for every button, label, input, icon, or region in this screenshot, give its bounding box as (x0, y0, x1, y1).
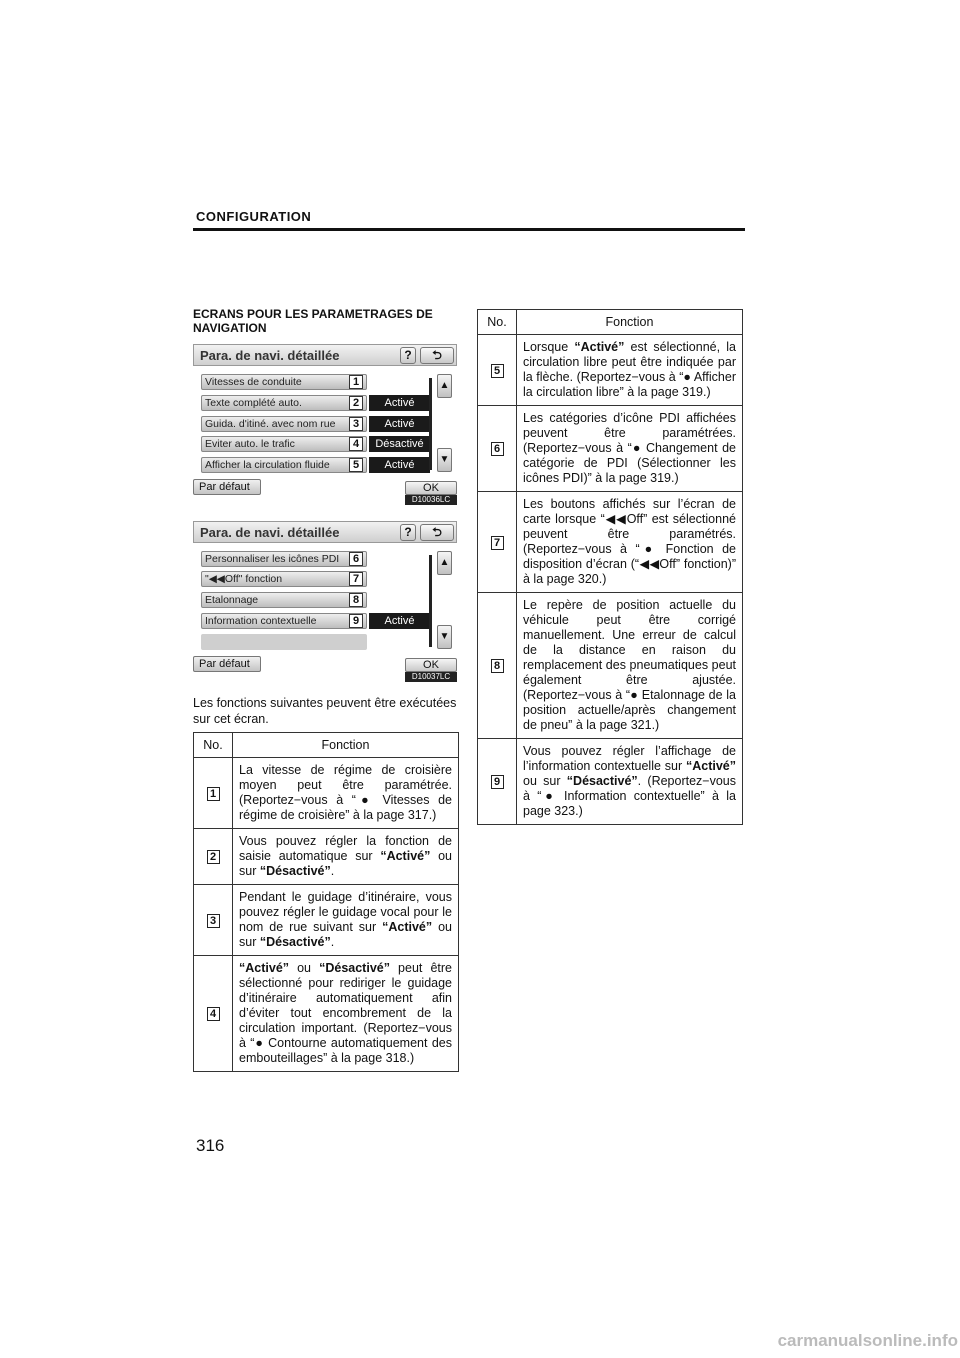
row-number: 4 (207, 1007, 220, 1021)
function-table-right (477, 309, 743, 825)
function-description (517, 492, 743, 593)
description-text: Lorsque (523, 340, 575, 354)
table-row (478, 335, 743, 406)
row-number-cell (478, 492, 517, 593)
back-button[interactable]: ⮌ (420, 347, 454, 364)
state-badge: Activé (369, 457, 430, 473)
keyword: “Désactivé” (566, 774, 638, 788)
description-text: ou sur (523, 774, 567, 788)
row-number: 5 (349, 458, 363, 472)
setting-row-label: Vitesses de conduite (201, 374, 367, 390)
row-number: 2 (349, 396, 363, 410)
setting-row-label: Information contextuelle (201, 613, 367, 629)
screen-title-bar (193, 344, 457, 366)
intro-text: Les fonctions suivantes peuvent être exécutées sur cet écran. (193, 696, 457, 726)
row-number-cell (478, 739, 517, 825)
row-number: 8 (491, 659, 504, 673)
state-badge: Activé (369, 613, 430, 629)
back-button[interactable]: ⮌ (420, 524, 454, 541)
table-row (478, 739, 743, 825)
help-button[interactable]: ? (400, 347, 416, 364)
scroll-track (429, 555, 432, 647)
row-number: 9 (349, 614, 363, 628)
table-row (194, 956, 459, 1072)
col-header-no: No. (194, 733, 233, 758)
default-button[interactable]: Par défaut (193, 479, 261, 495)
function-description (233, 758, 459, 829)
description-text: La vitesse de régime de croisière moyen peut être paramétrée. (Reportez−vous à “● Vitesses de régime de croisière” à la page 317.) (239, 763, 452, 822)
keyword: “Activé” (574, 340, 625, 354)
row-number: 2 (207, 850, 220, 864)
screen-title: Para. de navi. détaillée (200, 525, 340, 540)
keyword: “Désactivé” (259, 864, 331, 878)
row-number-cell (478, 593, 517, 739)
keyword: “Désactivé” (319, 961, 390, 975)
header-rule (193, 228, 745, 231)
row-number-cell (478, 406, 517, 492)
col-header-function: Fonction (233, 733, 459, 758)
screen-1 (193, 344, 457, 508)
state-badge: Désactivé (369, 436, 430, 452)
figure-code: D10037LC (405, 672, 457, 682)
keyword: “Activé” (382, 920, 433, 934)
description-text: Vous pouvez régler l’affichage de l’information contextuelle sur (523, 744, 736, 773)
row-number: 5 (491, 364, 504, 378)
table-row (194, 758, 459, 829)
keyword: “Activé” (239, 961, 290, 975)
table-row (194, 829, 459, 885)
setting-row-label: Personnaliser les icônes PDI (201, 551, 367, 567)
table-row (478, 492, 743, 593)
default-button[interactable]: Par défaut (193, 656, 261, 672)
page-header-title: CONFIGURATION (196, 209, 312, 224)
row-number: 3 (349, 417, 363, 431)
row-number-cell (194, 885, 233, 956)
setting-row-label: Etalonnage (201, 592, 367, 608)
row-number-cell (194, 758, 233, 829)
function-table-left (193, 732, 459, 1072)
setting-row-label: Eviter auto. le trafic (201, 436, 367, 452)
ok-button[interactable]: OK (405, 658, 457, 672)
function-description (233, 829, 459, 885)
function-description (233, 885, 459, 956)
description-text: ou (289, 961, 320, 975)
function-description (517, 335, 743, 406)
col-header-no: No. (478, 310, 517, 335)
keyword: “Désactivé” (259, 935, 331, 949)
table-row (478, 593, 743, 739)
screen-2 (193, 521, 457, 685)
keyword: “Activé” (380, 849, 431, 863)
setting-row-label: Afficher la circulation fluide (201, 457, 367, 473)
row-number-cell (478, 335, 517, 406)
row-number-cell (194, 829, 233, 885)
row-number: 3 (207, 914, 220, 928)
description-text: Le repère de position actuelle du véhicule peut être corrigé manuellement. Une erreur de calcul de la distance en raison du remplacement des pneumatiques peut également être ajustée. (Reportez−vous à “● Etalonnage de la position actuelle/après changement de pneu” à la page 321.) (523, 598, 736, 732)
scroll-down-button[interactable]: ▼ (437, 625, 452, 649)
setting-row-label: Guida. d'itiné. avec nom rue (201, 416, 367, 432)
row-number: 6 (349, 552, 363, 566)
state-badge: Activé (369, 416, 430, 432)
description-text: ou sur (239, 849, 452, 878)
function-description (517, 739, 743, 825)
description-text: est sélectionné, la circulation libre peut être indiquée par la flèche. (Reportez−vous à “● Afficher la circulation libre” à la page 319.) (523, 340, 736, 399)
row-number: 6 (491, 442, 504, 456)
table-row (478, 406, 743, 492)
row-number: 8 (349, 593, 363, 607)
screen-title: Para. de navi. détaillée (200, 348, 340, 363)
setting-row-label: Texte complété auto. (201, 395, 367, 411)
description-text: Les boutons affichés sur l’écran de carte lorsque “◀◀Off” est sélectionné peuvent être paramétrés. (Reportez−vous à “● Fonction de disposition d’écran (“◀◀Off” fonction)” à la page 320.) (523, 497, 736, 586)
row-number: 9 (491, 775, 504, 789)
description-text: Pendant le guidage d’itinéraire, vous pouvez régler le guidage vocal pour le nom de rue suivant sur (239, 890, 452, 934)
row-number: 4 (349, 437, 363, 451)
description-text: . (Reportez−vous à “● Information contextuelle” à la page 323.) (523, 774, 736, 818)
keyword: “Activé” (685, 759, 736, 773)
description-text: peut être sélectionné pour rediriger le guidage d’itinéraire automatiquement afin d’éviter tout encombrement de la circulation important. (Reportez−vous à “● Contourne automatiquement des embouteillages” à la page 318.) (239, 961, 452, 1065)
row-number: 7 (491, 536, 504, 550)
help-button[interactable]: ? (400, 524, 416, 541)
empty-row (201, 634, 367, 650)
description-text: . (330, 935, 335, 949)
figure-code: D10036LC (405, 495, 457, 505)
row-number: 7 (349, 572, 363, 586)
function-description (233, 956, 459, 1072)
description-text: Les catégories d’icône PDI affichées peuvent être paramétrées. (Reportez−vous à “● Changement de catégorie de PDI (Sélectionner les icônes PDI)” à la page 319.) (523, 411, 736, 485)
state-badge: Activé (369, 395, 430, 411)
watermark: carmanualsonline.info (777, 1331, 958, 1350)
scroll-track (429, 378, 432, 470)
ok-button[interactable]: OK (405, 481, 457, 495)
description-text: Vous pouvez régler la fonction de saisie automatique sur (239, 834, 452, 863)
function-description (517, 593, 743, 739)
scroll-up-button[interactable]: ▲ (437, 374, 452, 398)
row-number: 1 (349, 375, 363, 389)
description-text: ou sur (239, 920, 452, 949)
page-number: 316 (196, 1136, 225, 1155)
scroll-down-button[interactable]: ▼ (437, 448, 452, 472)
col-header-function: Fonction (517, 310, 743, 335)
scroll-up-button[interactable]: ▲ (437, 551, 452, 575)
screen-title-bar (193, 521, 457, 543)
description-text: . (330, 864, 335, 878)
setting-row-label: "◀◀Off" fonction (201, 571, 367, 587)
table-row (194, 885, 459, 956)
row-number: 1 (207, 787, 220, 801)
section-title: ECRANS POUR LES PARAMETRAGES DE NAVIGATION (193, 307, 433, 335)
function-description (517, 406, 743, 492)
row-number-cell (194, 956, 233, 1072)
